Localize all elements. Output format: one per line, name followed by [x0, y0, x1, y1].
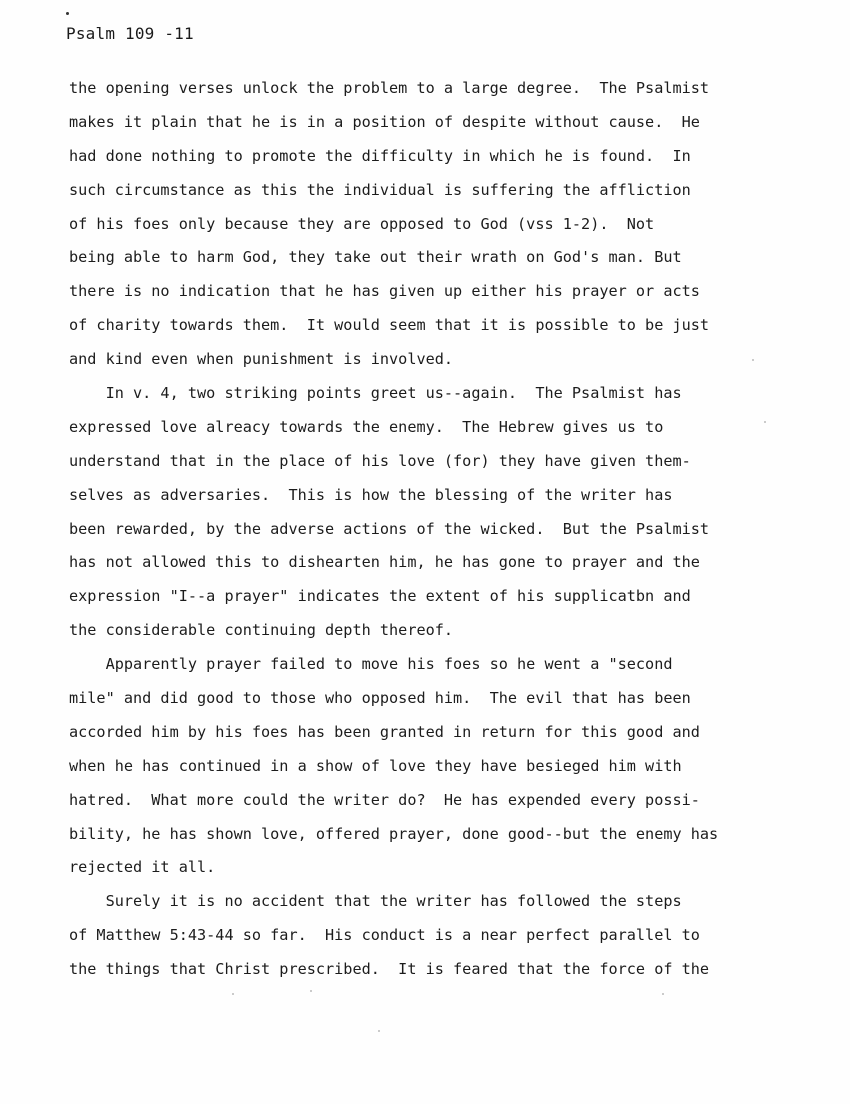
- text-line: and kind even when punishment is involved.: [69, 350, 454, 369]
- body-text: [69, 72, 809, 987]
- text-line: accorded him by his foes has been granted in return for this good and: [69, 722, 700, 741]
- text-line: selves as adversaries. This is how the blessing of the writer has: [69, 485, 673, 504]
- text-line: has not allowed this to dishearten him, he has gone to prayer and the: [69, 553, 700, 572]
- text-line: mile" and did good to those who opposed him. The evil that has been: [69, 689, 691, 708]
- text-line: In v. 4, two striking points greet us--again. The Psalmist has: [69, 384, 682, 403]
- text-line: there is no indication that he has given up either his prayer or acts: [69, 282, 700, 301]
- scan-speck: [310, 990, 312, 992]
- text-line: expression "I--a prayer" indicates the extent of his supplicatbn and: [69, 587, 691, 606]
- text-line: hatred. What more could the writer do? He has expended every possi-: [69, 790, 700, 809]
- scan-speck: [232, 993, 234, 995]
- text-line: of Matthew 5:43-44 so far. His conduct is a near perfect parallel to: [69, 926, 700, 945]
- ink-dot: [66, 12, 69, 15]
- text-line: Surely it is no accident that the writer has followed the steps: [69, 892, 682, 911]
- text-line: being able to harm God, they take out their wrath on God's man. But: [69, 248, 682, 267]
- text-line: when he has continued in a show of love they have besieged him with: [69, 756, 682, 775]
- scan-speck: [662, 993, 664, 995]
- text-line: expressed love alreacy towards the enemy. The Hebrew gives us to: [69, 417, 664, 436]
- text-line: of charity towards them. It would seem that it is possible to be just: [69, 316, 710, 335]
- text-line: bility, he has shown love, offered prayer, done good--but the enemy has: [69, 824, 719, 843]
- text-line: been rewarded, by the adverse actions of the wicked. But the Psalmist: [69, 519, 710, 538]
- scan-speck: [378, 1030, 380, 1032]
- scan-speck: [764, 421, 766, 423]
- text-line: Apparently prayer failed to move his foes so he went a "second: [69, 655, 673, 674]
- text-line: understand that in the place of his love (for) they have given them-: [69, 451, 691, 470]
- text-line: the things that Christ prescribed. It is feared that the force of the: [69, 960, 710, 979]
- text-line: makes it plain that he is in a position of despite without cause. He: [69, 112, 700, 131]
- text-line: had done nothing to promote the difficulty in which he is found. In: [69, 146, 691, 165]
- text-line: such circumstance as this the individual is suffering the affliction: [69, 180, 691, 199]
- text-line: rejected it all.: [69, 858, 216, 877]
- page-header: Psalm 109 -11: [66, 24, 194, 43]
- scan-speck: [752, 359, 754, 361]
- text-line: the considerable continuing depth thereof.: [69, 621, 454, 640]
- text-line: of his foes only because they are opposed to God (vss 1-2). Not: [69, 214, 655, 233]
- text-line: the opening verses unlock the problem to a large degree. The Psalmist: [69, 79, 710, 97]
